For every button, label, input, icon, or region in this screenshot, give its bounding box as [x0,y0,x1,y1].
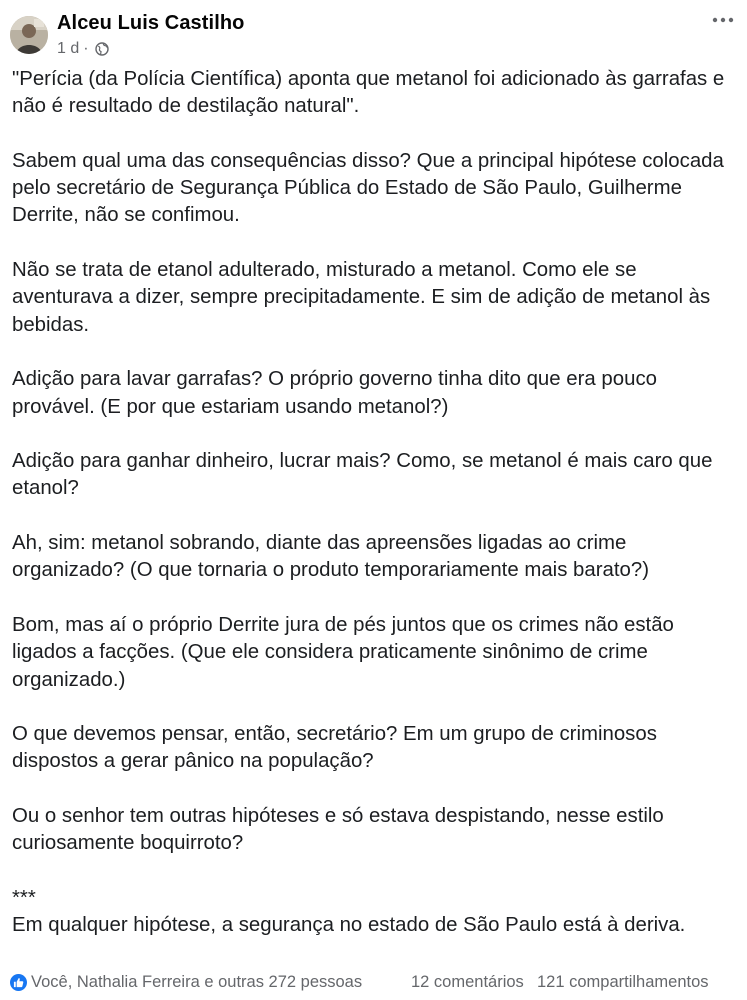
avatar-image [10,16,48,54]
globe-icon [95,42,109,56]
post-closing: *** Em qualquer hipótese, a segurança no estado de São Paulo está à deriva. [12,886,686,937]
post-paragraph: Sabem qual uma das consequências disso? Que a principal hipótese colocada pelo secretário de Segurança Pública do Estado de São Paulo, Guilherme Derrite, não se confimou. [12,149,724,227]
shares-count[interactable]: 121 compartilhamentos [537,973,709,991]
post-header [10,12,737,58]
post-paragraph: Adição para lavar garrafas? O próprio governo tinha dito que era pouco provável. (E por que estariam usando metanol?) [12,368,657,418]
post-footer [10,973,747,997]
post-paragraph: Ou o senhor tem outras hipóteses e só estava despistando, nesse estilo curiosamente boquirroto? [12,805,664,855]
comments-count[interactable]: 12 comentários [411,973,524,991]
post-paragraph: "Perícia (da Polícia Científica) aponta que metanol foi adicionado às garrafas e não é resultado de destilação natural". [12,68,725,118]
post-paragraph: Não se trata de etanol adulterado, misturado a metanol. Como ele se aventurava a dizer, sempre precipitadamente. E sim de adição de metanol às bebidas. [12,259,711,336]
post-time[interactable]: 1 d [57,40,80,57]
post-meta [57,40,109,58]
post-paragraph: Bom, mas aí o próprio Derrite jura de pés juntos que os crimes não estão ligados a facções. (Que ele considera praticamente sinônimo de crime organizado.) [12,613,674,691]
like-icon [10,974,27,991]
more-options-icon[interactable] [709,10,737,30]
post-paragraph: Adição para ganhar dinheiro, lucrar mais? Como, se metanol é mais caro que etanol? [12,450,713,500]
post-body [12,66,742,940]
post-paragraph: O que devemos pensar, então, secretário? Em um grupo de criminosos dispostos a gerar pânico na população? [12,723,657,773]
post-paragraph: Ah, sim: metanol sobrando, diante das apreensões ligadas ao crime organizado? (O que tornaria o produto temporariamente mais barato?) [12,532,649,582]
avatar[interactable] [10,16,48,54]
author-name[interactable]: Alceu Luis Castilho [57,12,245,34]
reactions-text: Você, Nathalia Ferreira e outras 272 pessoas [31,973,363,991]
reactions-summary[interactable] [10,973,362,992]
meta-separator: · [83,40,89,57]
